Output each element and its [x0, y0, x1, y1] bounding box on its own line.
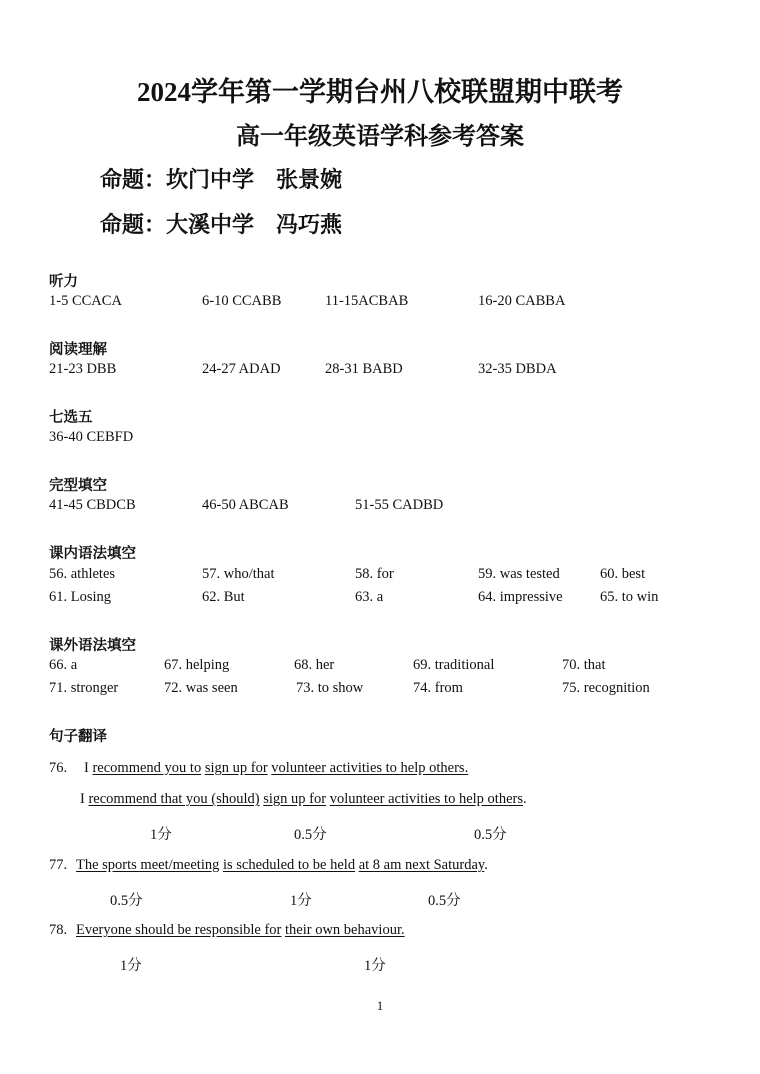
- answer-cell: 36-40 CEBFD: [49, 429, 134, 445]
- answer-cell: 24-27 ADAD: [202, 361, 281, 377]
- answer-cell: 21-23 DBB: [49, 361, 117, 377]
- answer-cell: 57. who/that: [202, 566, 275, 582]
- answer-cell: 61. Losing: [49, 589, 112, 605]
- answer-cell: 66. a: [49, 657, 78, 673]
- answer-cell: 68. her: [294, 657, 335, 673]
- answer-cell: 41-45 CBDCB: [49, 497, 136, 513]
- answer-cell: 71. stronger: [49, 680, 119, 696]
- section-heading-reading: 阅读理解: [49, 342, 107, 358]
- score-label: 0.5分: [294, 827, 327, 843]
- translation-78-answer: Everyone should be responsible for their own behaviour.: [76, 922, 405, 938]
- answer-cell: 67. helping: [164, 657, 230, 673]
- answer-cell: 74. from: [413, 680, 463, 696]
- question-number-78: 78.: [49, 922, 68, 938]
- answer-cell: 75. recognition: [562, 680, 650, 696]
- answer-cell: 65. to win: [600, 589, 659, 605]
- document-title: 2024学年第一学期台州八校联盟期中联考: [137, 77, 623, 107]
- page-number: 1: [376, 998, 384, 1013]
- answer-cell: 6-10 CCABB: [202, 293, 282, 309]
- answer-cell: 28-31 BABD: [325, 361, 403, 377]
- answer-cell: 73. to show: [296, 680, 364, 696]
- answer-cell: 46-50 ABCAB: [202, 497, 289, 513]
- question-number-77: 77.: [49, 857, 68, 873]
- section-heading-grammar-in-class: 课内语法填空: [49, 546, 136, 562]
- score-label: 1分: [120, 958, 142, 974]
- answer-cell: 59. was tested: [478, 566, 560, 582]
- document-subtitle: 高一年级英语学科参考答案: [236, 124, 524, 150]
- author-line-2: 命题：大溪中学 冯巧燕: [100, 212, 343, 237]
- score-label: 1分: [150, 827, 172, 843]
- answer-cell: 56. athletes: [49, 566, 116, 582]
- answer-cell: 11-15ACBAB: [325, 293, 409, 309]
- answer-cell: 72. was seen: [164, 680, 238, 696]
- score-label: 0.5分: [110, 893, 143, 909]
- answer-cell: 32-35 DBDA: [478, 361, 557, 377]
- answer-cell: 62. But: [202, 589, 245, 605]
- answer-cell: 51-55 CADBD: [355, 497, 444, 513]
- score-label: 1分: [364, 958, 386, 974]
- score-label: 0.5分: [474, 827, 507, 843]
- answer-cell: 58. for: [355, 566, 394, 582]
- translation-77-answer: The sports meet/meeting is scheduled to be held at 8 am next Saturday.: [76, 857, 488, 873]
- answer-cell: 63. a: [355, 589, 384, 605]
- score-label: 1分: [290, 893, 312, 909]
- answer-cell: 60. best: [600, 566, 646, 582]
- answer-cell: 69. traditional: [413, 657, 495, 673]
- translation-76-answer-2: I recommend that you (should) sign up for volunteer activities to help others.: [80, 791, 527, 807]
- answer-cell: 1-5 CCACA: [49, 293, 122, 309]
- section-heading-grammar-extra: 课外语法填空: [49, 638, 136, 654]
- answer-cell: 16-20 CABBA: [478, 293, 566, 309]
- score-label: 0.5分: [428, 893, 461, 909]
- author-line-1: 命题：坎门中学 张景婉: [100, 167, 343, 192]
- section-heading-translation: 句子翻译: [49, 729, 107, 745]
- section-heading-cloze: 完型填空: [49, 478, 107, 494]
- section-heading-listening: 听力: [49, 274, 78, 290]
- question-number-76: 76.: [49, 760, 68, 776]
- section-heading-seven-choose-five: 七选五: [49, 410, 93, 426]
- answer-cell: 70. that: [562, 657, 606, 673]
- answer-cell: 64. impressive: [478, 589, 563, 605]
- translation-76-answer-1: I recommend you to sign up for volunteer activities to help others.: [84, 760, 469, 776]
